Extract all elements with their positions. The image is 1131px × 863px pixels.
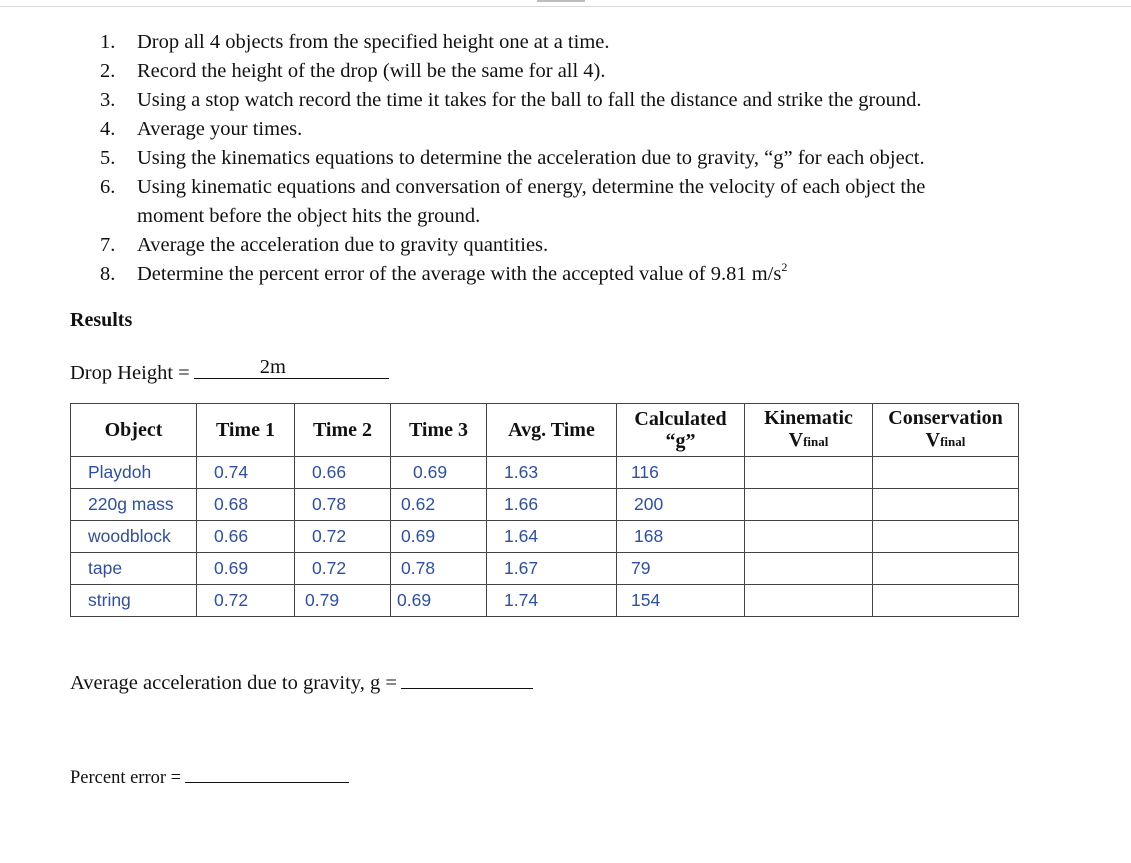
cell-kinematic-vfinal[interactable] (745, 457, 873, 489)
cell-time1[interactable]: 0.74 (197, 457, 295, 489)
cell-time2[interactable]: 0.79 (295, 585, 391, 617)
instruction-item: 8. Determine the percent error of the average with the accepted value of 9.81 $m/s^2$ (100, 260, 788, 285)
cell-time1[interactable]: 0.68 (197, 489, 295, 521)
cell-time2[interactable]: 0.78 (295, 489, 391, 521)
drop-height-blank[interactable] (194, 356, 389, 379)
header-calculated-g: Calculated “g” (617, 404, 745, 457)
cell-conservation-vfinal[interactable] (873, 489, 1019, 521)
cell-calculated-g[interactable]: 116 (617, 457, 745, 489)
percent-error-line (70, 762, 349, 789)
cell-time3[interactable]: 0.69 (391, 521, 487, 553)
cell-time3[interactable]: 0.62 (391, 489, 487, 521)
instruction-item: 1. Drop all 4 objects from the specified height one at a time. (100, 31, 610, 53)
results-heading: Results (70, 309, 133, 331)
instruction-item: 6. Using kinematic equations and conversation of energy, determine the velocity of each object the moment before the object hits the ground. (100, 176, 926, 227)
instruction-item: 3. Using a stop watch record the time it takes for the ball to fall the distance and strike the ground. (100, 89, 922, 111)
page-top-edge (0, 6, 1131, 7)
cell-conservation-vfinal[interactable] (873, 585, 1019, 617)
percent-error-blank[interactable] (185, 762, 349, 783)
instruction-item: 7. Average the acceleration due to gravity quantities. (100, 234, 549, 256)
cell-object[interactable]: Playdoh (71, 457, 197, 489)
cell-time2[interactable]: 0.72 (295, 521, 391, 553)
table-row (71, 457, 1019, 489)
cell-kinematic-vfinal[interactable] (745, 489, 873, 521)
page-divider-tab (537, 0, 585, 2)
average-g-blank[interactable] (401, 666, 533, 689)
cell-time1[interactable]: 0.66 (197, 521, 295, 553)
average-g-line (70, 666, 533, 695)
cell-conservation-vfinal[interactable] (873, 457, 1019, 489)
cell-kinematic-vfinal[interactable] (745, 553, 873, 585)
header-time3: Time 3 (391, 404, 487, 457)
cell-calculated-g[interactable]: 168 (617, 521, 745, 553)
cell-avg-time[interactable]: 1.66 (487, 489, 617, 521)
instruction-item: 4. Average your times. (100, 118, 303, 140)
table-row (71, 585, 1019, 617)
cell-avg-time[interactable]: 1.63 (487, 457, 617, 489)
cell-calculated-g[interactable]: 154 (617, 585, 745, 617)
cell-object[interactable]: string (71, 585, 197, 617)
cell-time1[interactable]: 0.69 (197, 553, 295, 585)
instruction-item: 5. Using the kinematics equations to determine the acceleration due to gravity, “g” for each object. (100, 147, 925, 169)
instruction-list (100, 28, 983, 289)
cell-calculated-g[interactable]: 79 (617, 553, 745, 585)
cell-time1[interactable]: 0.72 (197, 585, 295, 617)
cell-object[interactable]: 220g mass (71, 489, 197, 521)
cell-time3[interactable]: 0.78 (391, 553, 487, 585)
cell-time3[interactable]: 0.69 (391, 457, 487, 489)
table-row (71, 553, 1019, 585)
cell-avg-time[interactable]: 1.67 (487, 553, 617, 585)
average-g-label: Average acceleration due to gravity, g = (70, 672, 397, 694)
drop-height-line (70, 356, 389, 385)
cell-time2[interactable]: 0.72 (295, 553, 391, 585)
table-row (71, 489, 1019, 521)
table-header-row (71, 404, 1019, 457)
instruction-item: 2. Record the height of the drop (will be the same for all 4). (100, 60, 606, 82)
header-time2: Time 2 (295, 404, 391, 457)
cell-avg-time[interactable]: 1.64 (487, 521, 617, 553)
percent-error-label: Percent error = (70, 768, 182, 788)
header-time1: Time 1 (197, 404, 295, 457)
cell-avg-time[interactable]: 1.74 (487, 585, 617, 617)
drop-height-label: Drop Height = (70, 362, 190, 384)
cell-time2[interactable]: 0.66 (295, 457, 391, 489)
header-object: Object (71, 404, 197, 457)
cell-conservation-vfinal[interactable] (873, 521, 1019, 553)
drop-height-value: 2m (259, 356, 286, 378)
header-kinematic-vfinal: Kinematic Vfinal (745, 404, 873, 457)
results-table (70, 403, 1019, 617)
cell-conservation-vfinal[interactable] (873, 553, 1019, 585)
cell-calculated-g[interactable]: 200 (617, 489, 745, 521)
cell-object[interactable]: tape (71, 553, 197, 585)
cell-object[interactable]: woodblock (71, 521, 197, 553)
header-conservation-vfinal: Conservation Vfinal (873, 404, 1019, 457)
table-row (71, 521, 1019, 553)
cell-kinematic-vfinal[interactable] (745, 521, 873, 553)
cell-kinematic-vfinal[interactable] (745, 585, 873, 617)
header-avg-time: Avg. Time (487, 404, 617, 457)
cell-time3[interactable]: 0.69 (391, 585, 487, 617)
